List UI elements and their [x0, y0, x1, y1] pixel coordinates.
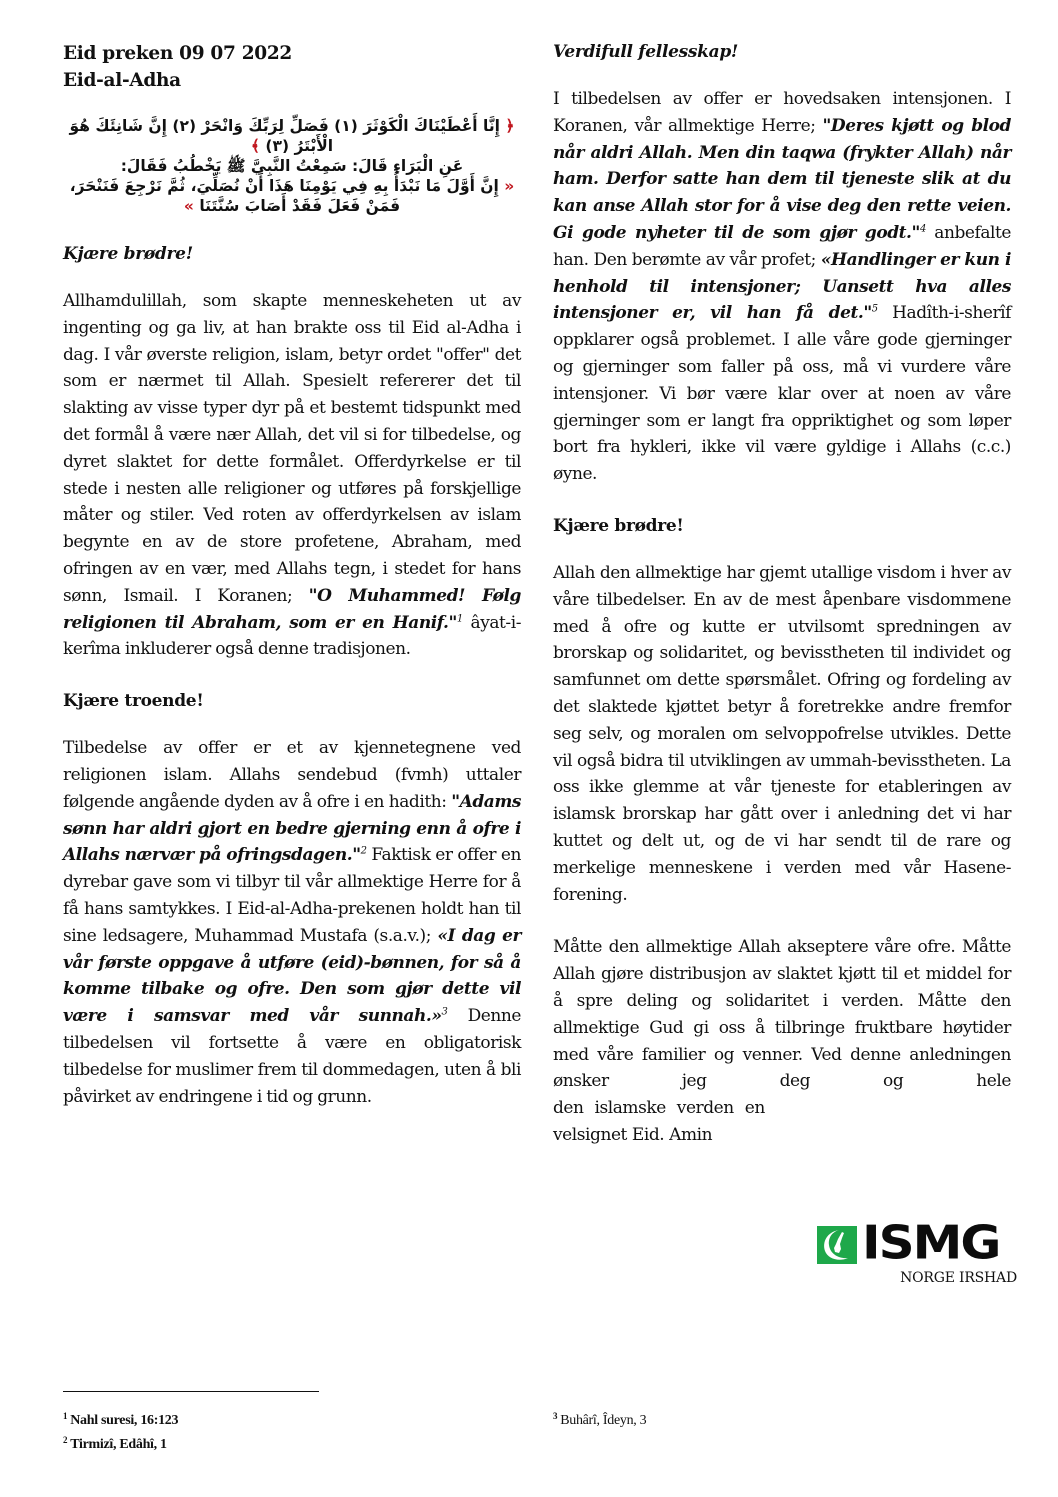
hadith-quote: «Handlinger er kun i henhold til intensjoner; Uansett hva alles intensjoner er, vil han få det." — [553, 249, 1011, 324]
paragraph-text: Denne tilbedelsen vil fortsette å være en obligatorisk tilbedelse for muslimer frem til dommedagen, uten å bli påvirket av endringene i tid og grunn. — [63, 1006, 521, 1107]
footnote-text: Buhârî, Îdeyn, 3 — [560, 1413, 647, 1428]
title-line-1: Eid preken 09 07 2022 — [63, 43, 292, 64]
ayah-close-bracket: ﴾ — [250, 137, 260, 155]
heading-kjaere-brodre-2: Kjære brødre! — [553, 515, 684, 536]
paragraph-text: anbefalte han. Den berømte av vår profet; — [553, 222, 1012, 270]
document-title — [63, 40, 521, 94]
hadith-quote: "Adams sønn har aldri gjort en bedre gjerning enn å ofre i Allahs nærvær på ofringsdagen." — [63, 791, 521, 866]
logo-subtitle: NORGE IRSHAD — [900, 1270, 1017, 1286]
hadith-quote: «I dag er vår første oppgave å utføre (eid)-bønnen, for så å komme tilbake og ofre. Den som gjør dette vil være i samsvar med vår sunnah.» — [63, 925, 521, 1027]
hadith-open-quote: « — [504, 177, 515, 195]
hadith-text: إِنَّ أَوَّلَ مَا نَبْدَأُ بِهِ فِي يَوْمِنَا هَذَا أَنْ نُصَلِّيَ، ثُمَّ نَرْجِعَ فَنَنْحَرَ، فَمَنْ فَعَلَ فَقَدْ أَصَابَ سُنَّتَنَا — [69, 177, 499, 215]
footnote-1 — [63, 1407, 178, 1430]
footnote-text: Nahl suresi, 16:123 — [70, 1413, 179, 1428]
paragraph-intro — [63, 288, 521, 663]
paragraph-text: Allhamdulillah, som skapte menneskeheten ut av ingenting og ga liv, at han brakte oss til Eid al-Adha i dag. I vår øverste religion, islam, betyr ordet "offer" det som er nærmet til Allah. Spesielt refererer det til slakting av visse typer dyr på et bestemt tidspunkt med det formål å være nær Allah, det vil si for tilbedelse, og dyret slaktet for dette formålet. Offerdyrkelse er til stede i nesten alle religioner og utføres på forskjellige måter og stiler. Ved roten av offerdyrkelsen av islam begynte en av de store profetene, Abraham, med ofringen av en vær, med Allahs tegn, i stedet for hans sønn, Ismail. I Koranen; — [63, 291, 521, 606]
footnote-2 — [63, 1431, 167, 1454]
footnote-ref-3[interactable]: 3 — [441, 1006, 448, 1018]
paragraph-text: âyat-i-kerîma inkluderer også denne tradisjonen. — [63, 612, 521, 660]
paragraph-text: Faktisk er offer en dyrebar gave som vi tilbyr til vår allmektige Herre for å få hans samtykkes. I Eid-al-Adha-prekenen holdt han til sine ledsagere, Muhammad Mustafa (s.a.v.); — [63, 845, 521, 946]
paragraph-closing: Måtte den allmektige Allah akseptere våre ofre. Måtte Allah gjøre distribusjon av slaktet kjøtt til et middel for å spre deling og solidaritet i verden. Måtte den allmektige Gud gi oss å tilbringe fruktbare høytider med våre familier og venner. Ved denne anledningen ønsker jeg deg og hele — [553, 937, 1011, 1092]
paragraph-visdom: Allah den allmektige har gjemt utallige visdom i hver av våre tilbedelser. En av de mest åpenbare visdommene med å ofre og kutte er utvilsomt spredningen av brorskap og solidaritet, og bevisstheten til individet og samfunnet om dette spørsmålet. Ofring og fordeling av det slaktede kjøttet betyr å foretrekke andre fremfor seg selv, og moralen om selvoppofrelse utvikles. Dette vil også bidra til utviklingen av ummah-bevisstheten. La oss ikke glemme at vår tjeneste for etableringen av islamsk brorskap har gått over i anledning det vi har kuttet og delt ut, og de vi har sendt til de rare og merkelige menneskene i verden med vår Hasene-forening. — [553, 562, 1011, 905]
ayah-text: إِنَّا أَعْطَيْنَاكَ الْكَوْثَرَ (١) فَصَلِّ لِرَبِّكَ وَانْحَرْ (٢) إِنَّ شَانِئَكَ هُوَ الْأَبْتَرُ (٣) — [69, 117, 500, 155]
heading-verdifull-fellesskap: Verdifull fellesskap! — [553, 42, 739, 62]
paragraph-offer — [63, 735, 521, 1110]
closing-line-a: den islamske verden en — [553, 1098, 765, 1119]
footnote-3 — [553, 1407, 646, 1430]
footnote-ref-1[interactable]: 1 — [456, 612, 463, 624]
footnote-ref-2[interactable]: 2 — [360, 845, 367, 857]
logo-wordmark: ISMG — [862, 1216, 1000, 1270]
paragraph-text: Tilbedelse av offer er et av kjennetegnene ved religionen islam. Allahs sendebud (fvmh) uttaler følgende angående dyden av å ofre i en hadith: — [63, 738, 521, 812]
ayah-open-bracket: ﴿ — [505, 117, 515, 135]
hadith-arabic — [63, 176, 521, 216]
quran-ayah — [63, 116, 521, 156]
closing-lines — [553, 1095, 1011, 1149]
paragraph-text: I tilbedelsen av offer er hovedsaken intensjonen. I Koranen, vår allmektige Herre; — [553, 89, 1011, 136]
closing-section — [553, 934, 1011, 1148]
title-line-2: Eid-al-Adha — [63, 70, 181, 91]
footnote-ref-5[interactable]: 5 — [871, 303, 878, 315]
paragraph-intensjon — [553, 86, 1011, 488]
footnote-divider — [63, 1391, 319, 1392]
footnote-number: 2 — [63, 1435, 68, 1445]
paragraph-text: Hadîth-i-sherîf oppklarer også problemet. I alle våre gode gjerninger og gjerninger som faller på oss, må vi vurdere våre intensjoner. Vi bør være klar over at noen av våre gjerninger som er langt fra oppriktighet og som løper bort fra hykleri, ikke vil være gyldige i Allahs (c.c.) øyne. — [553, 303, 1012, 485]
hadith-intro: عَنِ الْبَرَاءِ قَالَ: سَمِعْتُ النَّبِيَّ ﷺ يَخْطُبُ فَقَالَ: — [120, 157, 464, 175]
footnote-ref-4[interactable]: 4 — [919, 223, 926, 235]
footnote-text: Tirmizî, Edâhî, 1 — [70, 1437, 167, 1452]
crescent-map-icon — [817, 1226, 857, 1264]
arabic-quote-block — [63, 116, 521, 216]
footnote-number: 1 — [63, 1411, 68, 1421]
left-column — [63, 40, 521, 1110]
quran-quote: "Deres kjøtt og blod når aldri Allah. Men din taqwa (frykter Allah) når ham. Derfor satte han dem til tjeneste slik at du kan anse Allah stor for å vise deg den rette veien. Gi gode nyheter til de som gjør godt." — [553, 115, 1011, 243]
closing-line-b: velsignet Eid. Amin — [553, 1124, 713, 1145]
hadith-close-quote: » — [183, 197, 194, 215]
right-column — [553, 40, 1011, 1149]
ismg-logo — [817, 1216, 1017, 1288]
heading-kjaere-brodre: Kjære brødre! — [63, 244, 193, 264]
footnote-number: 3 — [553, 1411, 558, 1421]
quran-quote: "O Muhammed! Følg religionen til Abraham, som er en Hanif." — [63, 585, 521, 633]
heading-kjaere-troende: Kjære troende! — [63, 691, 204, 712]
